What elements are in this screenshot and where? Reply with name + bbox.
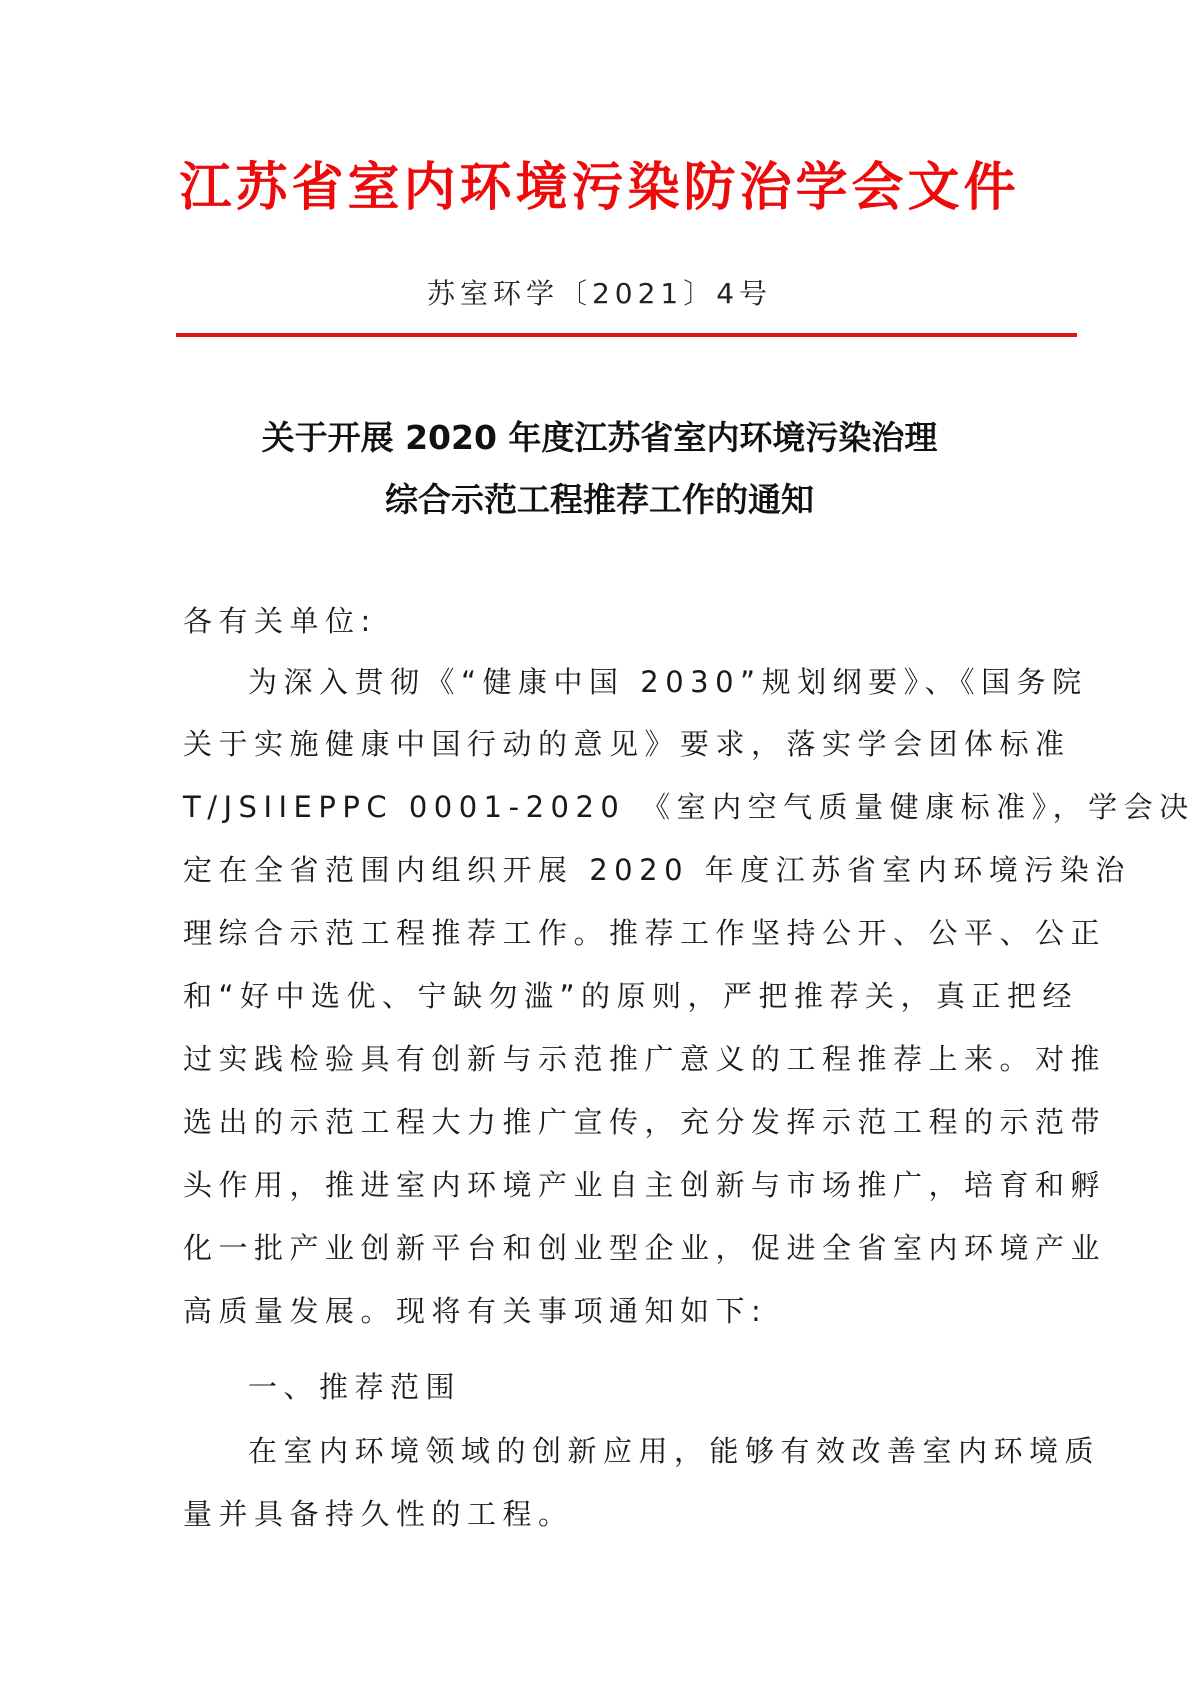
body-line: 在室内环境领域的创新应用，能够有效改善室内环境质 bbox=[248, 1434, 1101, 1468]
body-line: 定在全省范围内组织开展 2020 年度江苏省室内环境污染治 bbox=[183, 853, 1131, 887]
body-line: 高质量发展。现将有关事项通知如下: bbox=[183, 1294, 768, 1328]
body-line: 关于实施健康中国行动的意见》要求，落实学会团体标准 bbox=[183, 727, 1071, 761]
section-heading-scope: 一、推荐范围 bbox=[248, 1370, 462, 1404]
notice-title-line-2: 综合示范工程推荐工作的通知 bbox=[385, 480, 814, 519]
body-line: 化一批产业创新平台和创业型企业，促进全省室内环境产业 bbox=[183, 1231, 1107, 1265]
body-line: 和“好中选优、宁缺勿滥”的原则，严把推荐关，真正把经 bbox=[183, 979, 1079, 1013]
document-number: 苏室环学〔2021〕4号 bbox=[426, 277, 773, 310]
body-line: 理综合示范工程推荐工作。推荐工作坚持公开、公平、公正 bbox=[183, 916, 1107, 950]
body-line: 头作用，推进室内环境产业自主创新与市场推广，培育和孵 bbox=[183, 1168, 1107, 1202]
body-line: T/JSIIEPPC 0001-2020 《室内空气质量健康标准》，学会决 bbox=[183, 790, 1195, 824]
notice-title-line-1: 关于开展 2020 年度江苏省室内环境污染治理 bbox=[261, 418, 938, 457]
body-line: 量并具备持久性的工程。 bbox=[183, 1497, 574, 1531]
body-line: 为深入贯彻《“健康中国 2030”规划纲要》、《国务院 bbox=[248, 665, 1088, 699]
body-line: 过实践检验具有创新与示范推广意义的工程推荐上来。对推 bbox=[183, 1042, 1107, 1076]
body-line: 选出的示范工程大力推广宣传，充分发挥示范工程的示范带 bbox=[183, 1105, 1107, 1139]
salutation: 各有关单位: bbox=[183, 604, 377, 638]
red-header-divider bbox=[176, 333, 1077, 337]
organization-document-title: 江苏省室内环境污染防治学会文件 bbox=[179, 157, 1020, 218]
